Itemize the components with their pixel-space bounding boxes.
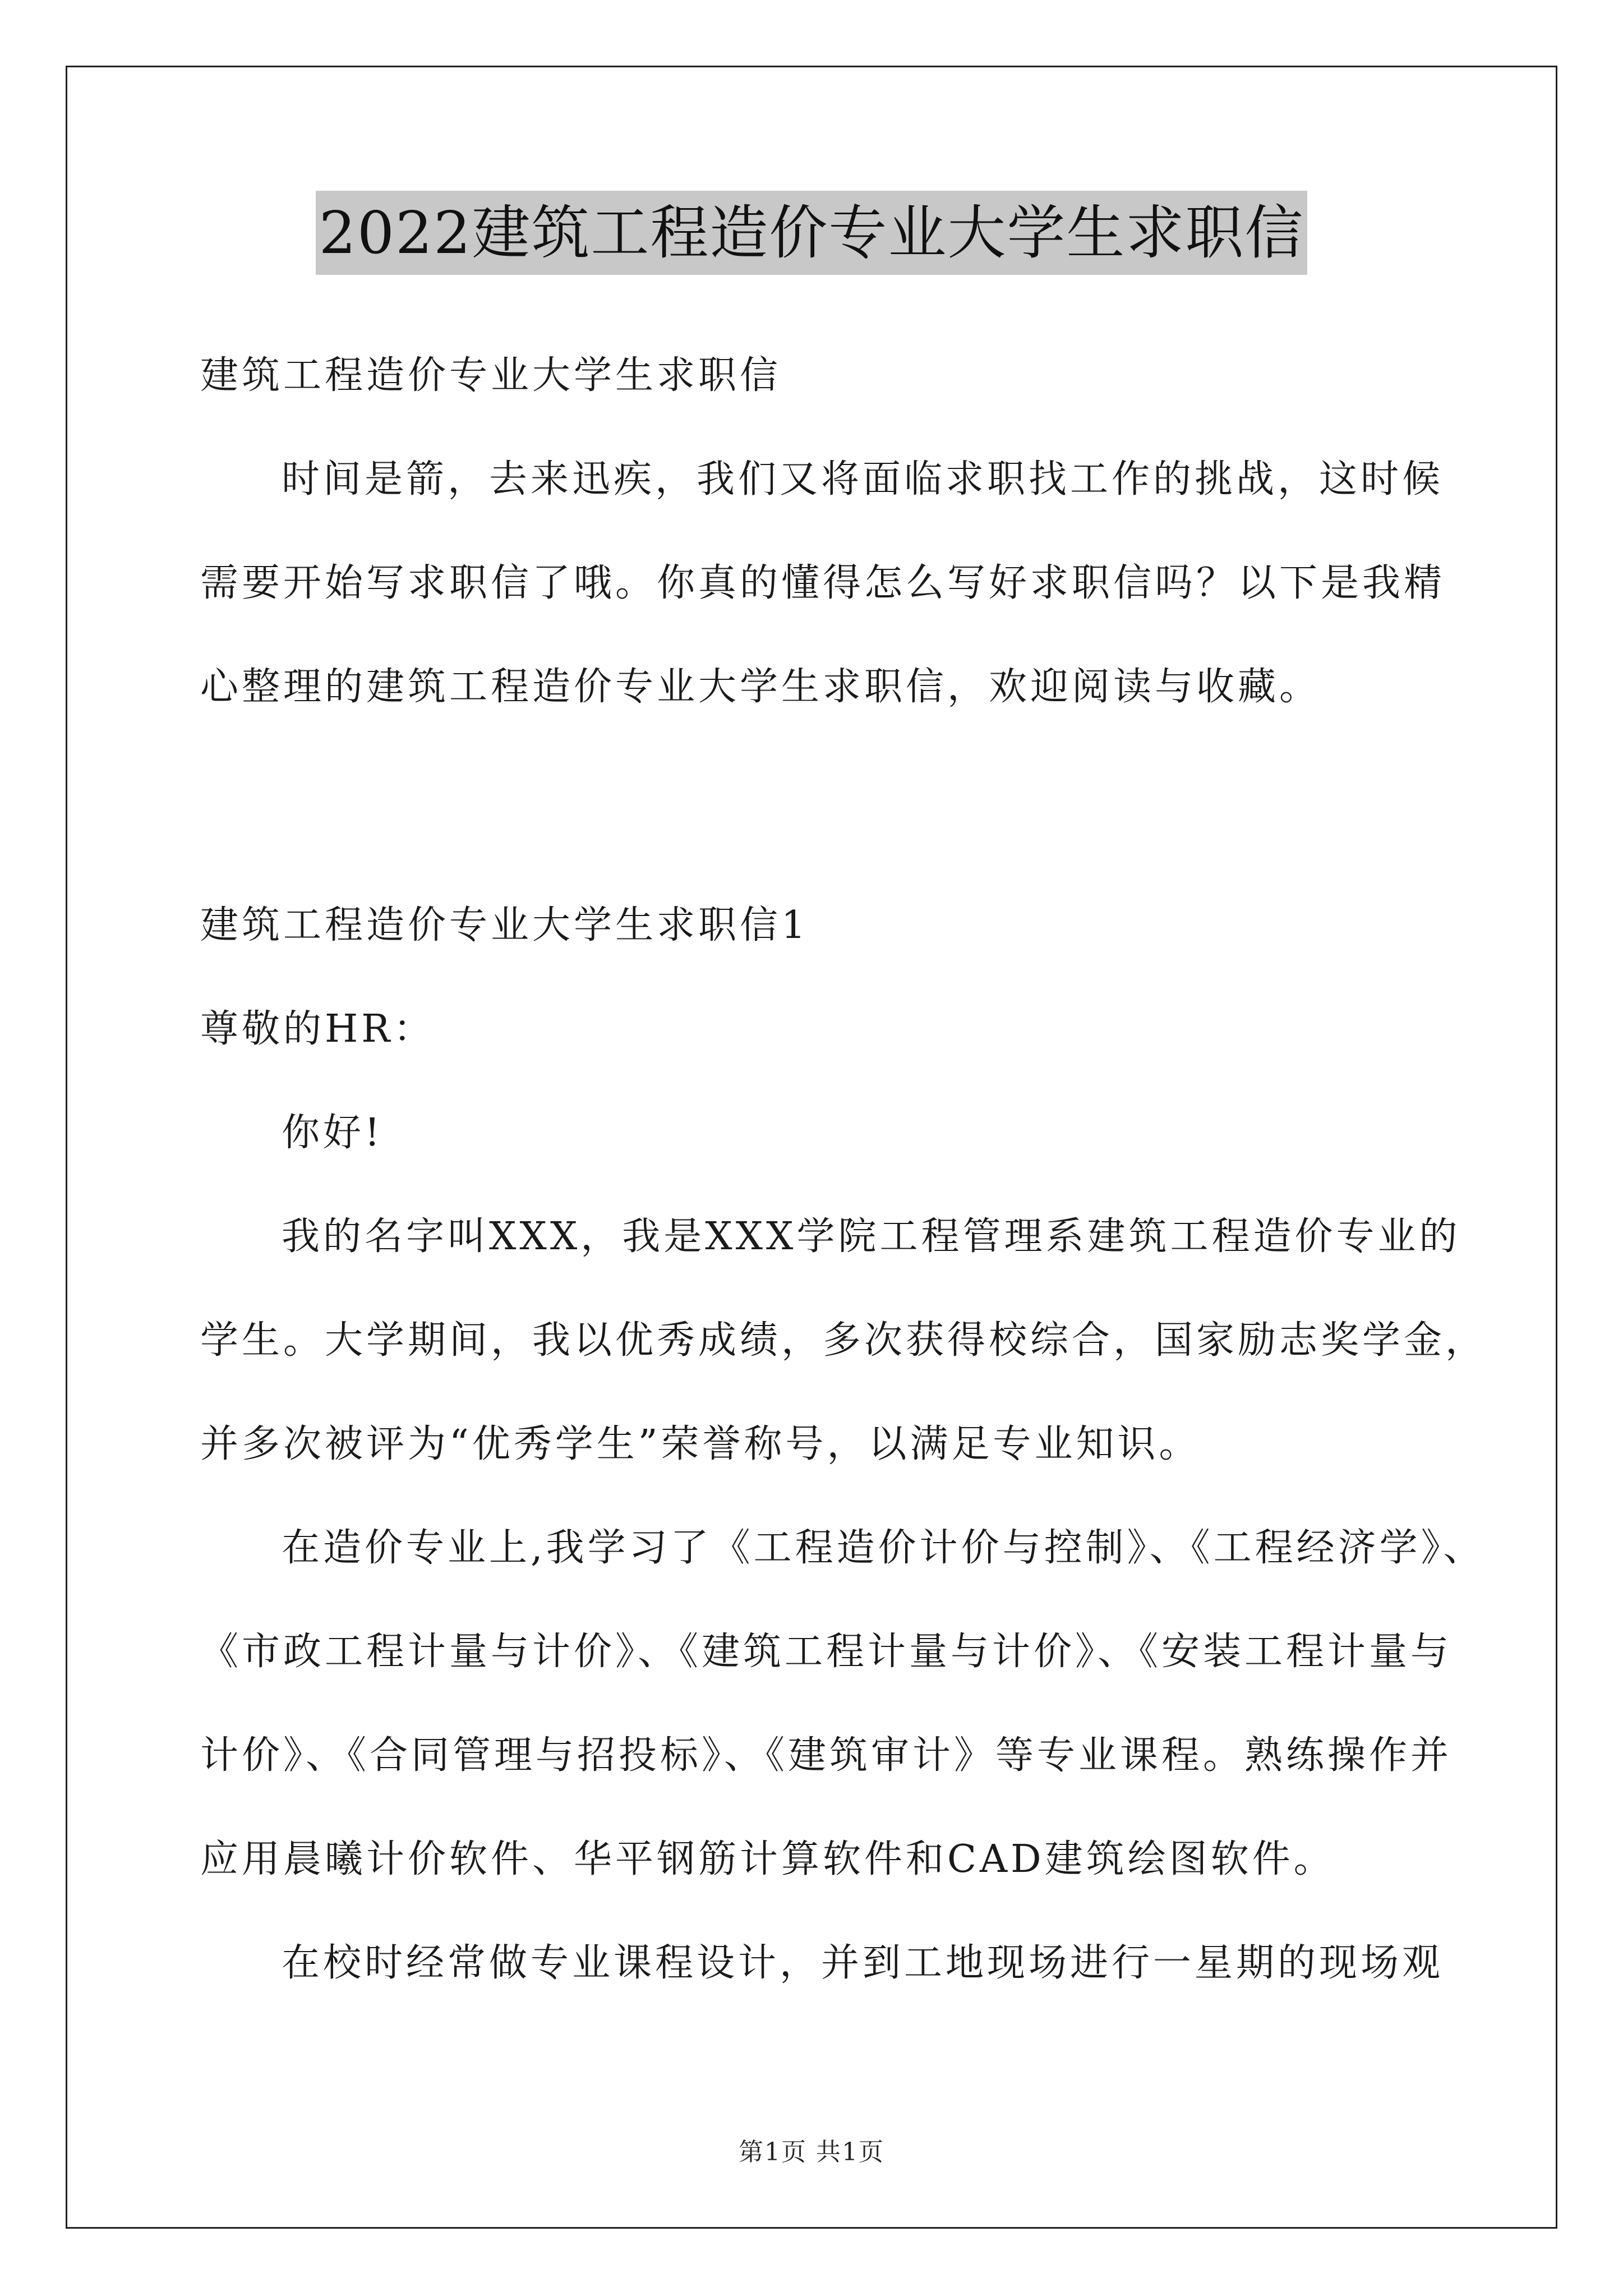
paragraph2-line-3: 计价》、《合同管理与招投标》、《建筑审计》等专业课程。熟练操作并	[200, 1733, 1453, 1778]
intro-line-3: 心整理的建筑工程造价专业大学生求职信，欢迎阅读与收藏。	[200, 665, 1321, 709]
paragraph2-line-1: 在造价专业上,我学习了《工程造价计价与控制》、《工程经济学》、	[282, 1526, 1485, 1570]
intro-line-1: 时间是箭，去来迅疾，我们又将面临求职找工作的挑战，这时候	[282, 457, 1444, 501]
subtitle: 建筑工程造价专业大学生求职信	[200, 353, 782, 398]
document-title: 2022建筑工程造价专业大学生求职信	[316, 191, 1308, 275]
intro-line-2: 需要开始写求职信了哦。你真的懂得怎么写好求职信吗？以下是我精	[200, 561, 1446, 605]
paragraph2-line-4: 应用晨曦计价软件、华平钢筋计算软件和CAD建筑绘图软件。	[200, 1837, 1335, 1881]
section-title: 建筑工程造价专业大学生求职信1	[200, 903, 809, 947]
page-number: 第1页 共1页	[739, 2138, 884, 2166]
title-container	[0, 191, 1623, 275]
paragraph3-line-1: 在校时经常做专业课程设计，并到工地现场进行一星期的现场观	[282, 1941, 1444, 1985]
paragraph1-line-1: 我的名字叫XXX，我是XXX学院工程管理系建筑工程造价专业的	[282, 1214, 1461, 1259]
greeting: 你好!	[282, 1111, 384, 1155]
salutation: 尊敬的HR：	[200, 1007, 435, 1051]
paragraph1-line-2: 学生。大学期间，我以优秀成绩，多次获得校综合，国家励志奖学金，	[200, 1318, 1487, 1363]
paragraph1-line-3: 并多次被评为“优秀学生”荣誉称号，以满足专业知识。	[200, 1422, 1201, 1466]
paragraph2-line-2: 《市政工程计量与计价》、《建筑工程计量与计价》、《安装工程计量与	[200, 1630, 1453, 1674]
